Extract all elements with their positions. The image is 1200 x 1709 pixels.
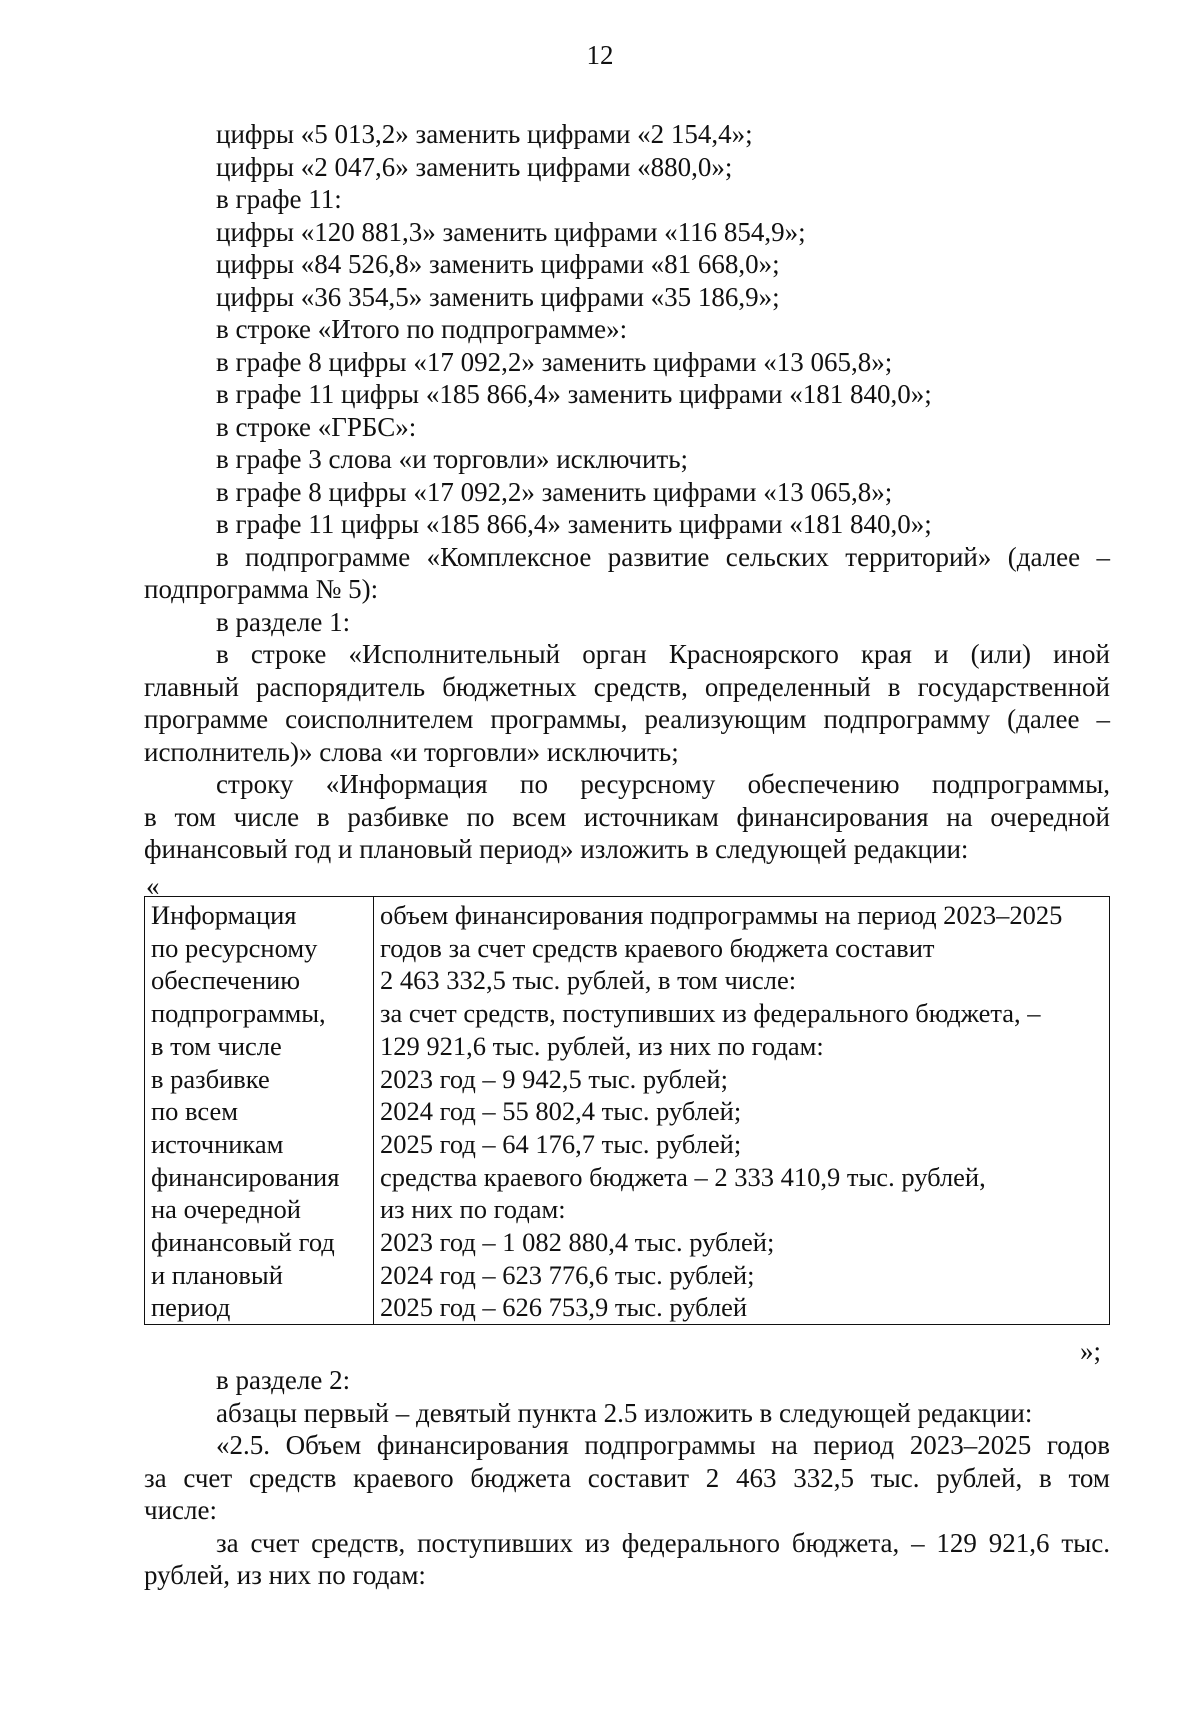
cell-text-line: объем финансирования подпрограммы на период 2023–2025 [380, 900, 1063, 930]
text-line: строку «Информация по ресурсному обеспечению подпрограммы, [216, 769, 1110, 799]
cell-text-line: обеспечению [151, 965, 301, 996]
text-line: в графе 11 цифры «185 866,4» заменить цифрами «181 840,0»; [216, 379, 932, 409]
text-line: в строке «ГРБС»: [216, 411, 417, 442]
body-text-before-table [144, 118, 1110, 866]
cell-text-line: за счет средств, поступивших из федерального бюджета, – [380, 998, 1041, 1029]
page-number: 12 [586, 40, 614, 70]
text-line: исполнитель)» слова «и торговли» исключить; [144, 736, 679, 767]
opening-quote: « [146, 871, 160, 901]
cell-text-line: по ресурсному [151, 932, 318, 963]
text-line: в том числе в разбивке по всем источникам финансирования на очередной [144, 801, 1110, 832]
cell-text-line: 2024 год – 623 776,6 тыс. рублей; [380, 1259, 755, 1290]
cell-text-line: финансирования [151, 1161, 340, 1192]
cell-text-line: в разбивке [151, 1063, 270, 1094]
text-line: за счет средств, поступивших из федерального бюджета, – 129 921,6 тыс. [216, 1527, 1110, 1558]
cell-text-line: средства краевого бюджета – 2 333 410,9 тыс. рублей, [380, 1161, 986, 1192]
text-line: в графе 11 цифры «185 866,4» заменить цифрами «181 840,0»; [216, 509, 932, 539]
text-line: в графе 8 цифры «17 092,2» заменить цифрами «13 065,8»; [216, 346, 893, 377]
cell-text-line: источникам [151, 1128, 284, 1159]
text-line: в разделе 1: [216, 606, 351, 637]
cell-text-line: 2024 год – 55 802,4 тыс. рублей; [380, 1096, 742, 1127]
text-line: подпрограмма № 5): [144, 574, 379, 604]
text-line: в графе 3 слова «и торговли» исключить; [216, 444, 689, 474]
cell-text-line: 2025 год – 626 753,9 тыс. рублей [380, 1292, 748, 1323]
text-line: в графе 8 цифры «17 092,2» заменить цифрами «13 065,8»; [216, 476, 893, 507]
cell-text-line: 2023 год – 9 942,5 тыс. рублей; [380, 1063, 728, 1094]
text-line: цифры «5 013,2» заменить цифрами «2 154,4»; [216, 119, 753, 149]
cell-text-line: период [151, 1292, 231, 1323]
cell-text-line: подпрограммы, [151, 998, 326, 1029]
cell-text-line: 2 463 332,5 тыс. рублей, в том числе: [380, 965, 797, 996]
text-line: цифры «84 526,8» заменить цифрами «81 668,0»; [216, 249, 780, 279]
text-line: в строке «Исполнительный орган Красноярского края и (или) иной [216, 639, 1110, 669]
cell-text-line: в том числе [151, 1030, 282, 1061]
cell-text-line: 2025 год – 64 176,7 тыс. рублей; [380, 1128, 742, 1159]
cell-text-line: финансовый год [151, 1227, 335, 1258]
text-line: в подпрограмме «Комплексное развитие сельских территорий» (далее – [216, 541, 1110, 572]
text-line: в графе 11: [216, 184, 342, 214]
resource-info-table [144, 896, 1110, 1325]
cell-text-line: Информация [151, 900, 297, 930]
cell-text-line: годов за счет средств краевого бюджета составит [380, 932, 935, 963]
text-line: цифры «120 881,3» заменить цифрами «116 854,9»; [216, 216, 806, 247]
text-line: в разделе 2: [216, 1365, 351, 1395]
table-row [145, 897, 1110, 1325]
cell-text-line: 2023 год – 1 082 880,4 тыс. рублей; [380, 1227, 775, 1258]
text-line: программе соисполнителем программы, реализующим подпрограмму (далее – [144, 704, 1110, 734]
text-line: цифры «36 354,5» заменить цифрами «35 186,9»; [216, 281, 780, 312]
text-line: цифры «2 047,6» заменить цифрами «880,0»; [216, 151, 733, 182]
text-line: рублей, из них по годам: [144, 1560, 426, 1590]
text-line: в строке «Итого по подпрограмме»: [216, 314, 628, 344]
table-cell-label [145, 897, 374, 1325]
text-line: абзацы первый – девятый пункта 2.5 изложить в следующей редакции: [216, 1397, 1033, 1428]
text-line: за счет средств краевого бюджета составит 2 463 332,5 тыс. рублей, в том [144, 1462, 1110, 1493]
table-cell-value [374, 897, 1110, 1325]
body-text-after-table [144, 1364, 1110, 1592]
cell-text-line: на очередной [151, 1194, 301, 1225]
text-line: числе: [144, 1495, 217, 1525]
text-line: финансовый год и плановый период» изложить в следующей редакции: [144, 834, 969, 864]
cell-text-line: по всем [151, 1096, 239, 1127]
cell-text-line: и плановый [151, 1259, 283, 1290]
cell-text-line: 129 921,6 тыс. рублей, из них по годам: [380, 1030, 824, 1061]
cell-text-line: из них по годам: [380, 1194, 566, 1225]
text-line: главный распорядитель бюджетных средств, определенный в государственной [144, 671, 1110, 702]
text-line: «2.5. Объем финансирования подпрограммы на период 2023–2025 годов [216, 1430, 1110, 1460]
closing-quote: »; [1080, 1336, 1102, 1366]
